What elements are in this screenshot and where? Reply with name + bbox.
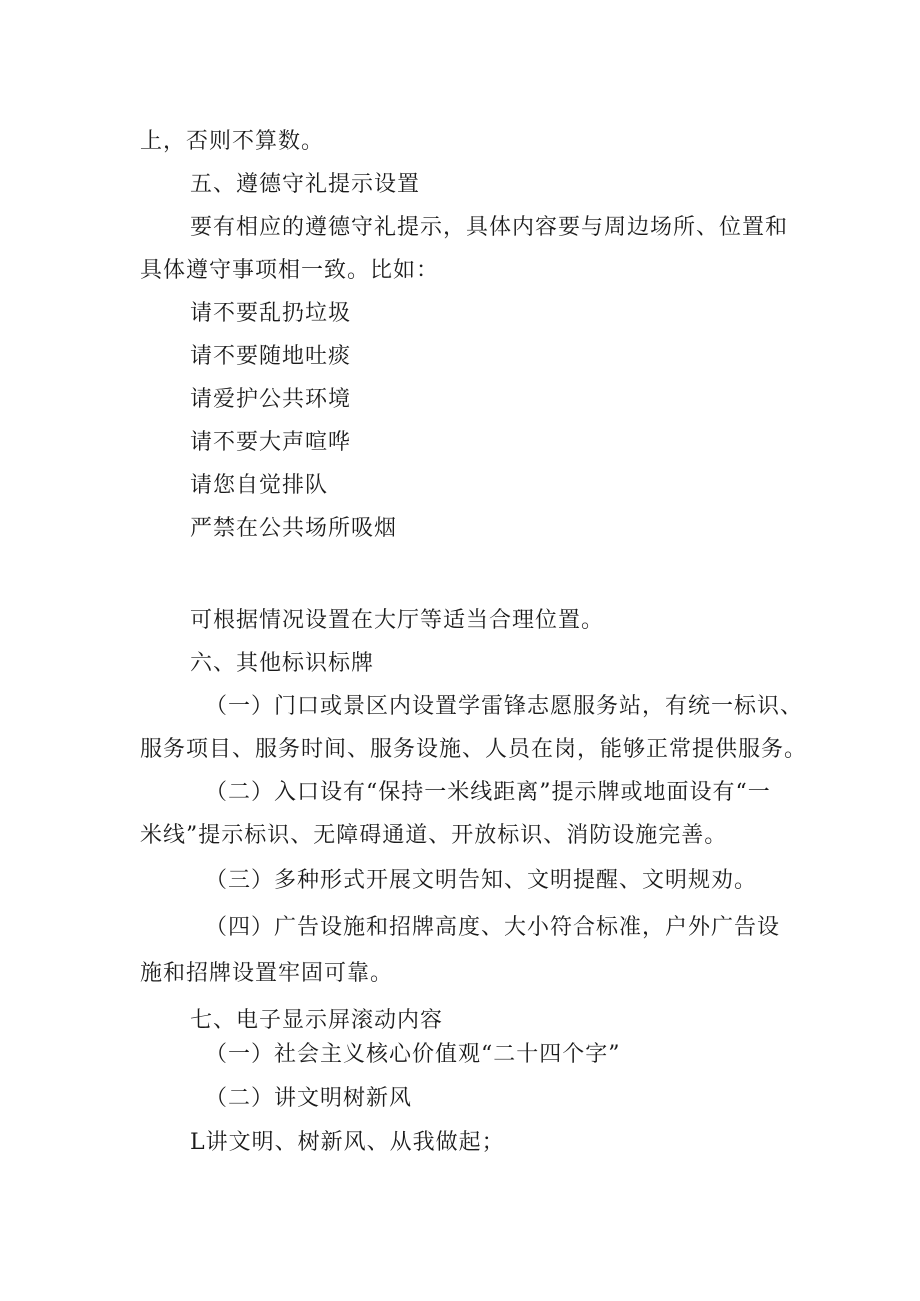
text-line: 服务项目、服务时间、服务设施、人员在岗，能够正常提供服务。 (140, 737, 808, 762)
list-item: 请爱护公共环境 (190, 387, 352, 412)
text-line: 上，否则不算数。 (140, 129, 325, 154)
list-item: 严禁在公共场所吸烟 (190, 516, 398, 541)
text-line: （二）入口设有“保持一米线距离”提示牌或地面设有“一 (205, 780, 771, 805)
list-item: 请不要乱扔垃圾 (190, 301, 352, 326)
list-item: 请您自觉排队 (190, 473, 329, 498)
text-line: （一）门口或景区内设置学雷锋志愿服务站，有统一标识、 (205, 694, 804, 719)
section-heading: 七、电子显示屏滚动内容 (190, 1008, 444, 1033)
text-line: 米线”提示标识、无障碍通道、开放标识、消防设施完善。 (140, 823, 728, 848)
list-item: 请不要大声喧哗 (190, 430, 352, 455)
text-line: （一）社会主义核心价值观“二十四个字” (205, 1042, 621, 1067)
text-line: 要有相应的遵德守礼提示，具体内容要与周边场所、位置和 (190, 215, 789, 240)
section-heading: 六、其他标识标牌 (190, 651, 375, 676)
list-item: 请不要随地吐痰 (190, 344, 352, 369)
text-line: （二）讲文明树新风 (205, 1086, 413, 1111)
section-heading: 五、遵德守礼提示设置 (190, 172, 421, 197)
text-line: （四）广告设施和招牌高度、大小符合标准，户外广告设 (205, 915, 781, 940)
text-line: 可根据情况设置在大厅等适当合理位置。 (190, 608, 605, 633)
text-line: 具体遵守事项相一致。比如： (140, 258, 440, 283)
text-line: （三）多种形式开展文明告知、文明提醒、文明规劝。 (205, 868, 758, 893)
text-line: L讲文明、树新风、从我做起； (190, 1130, 505, 1155)
text-line: 施和招牌设置牢固可靠。 (140, 961, 394, 986)
